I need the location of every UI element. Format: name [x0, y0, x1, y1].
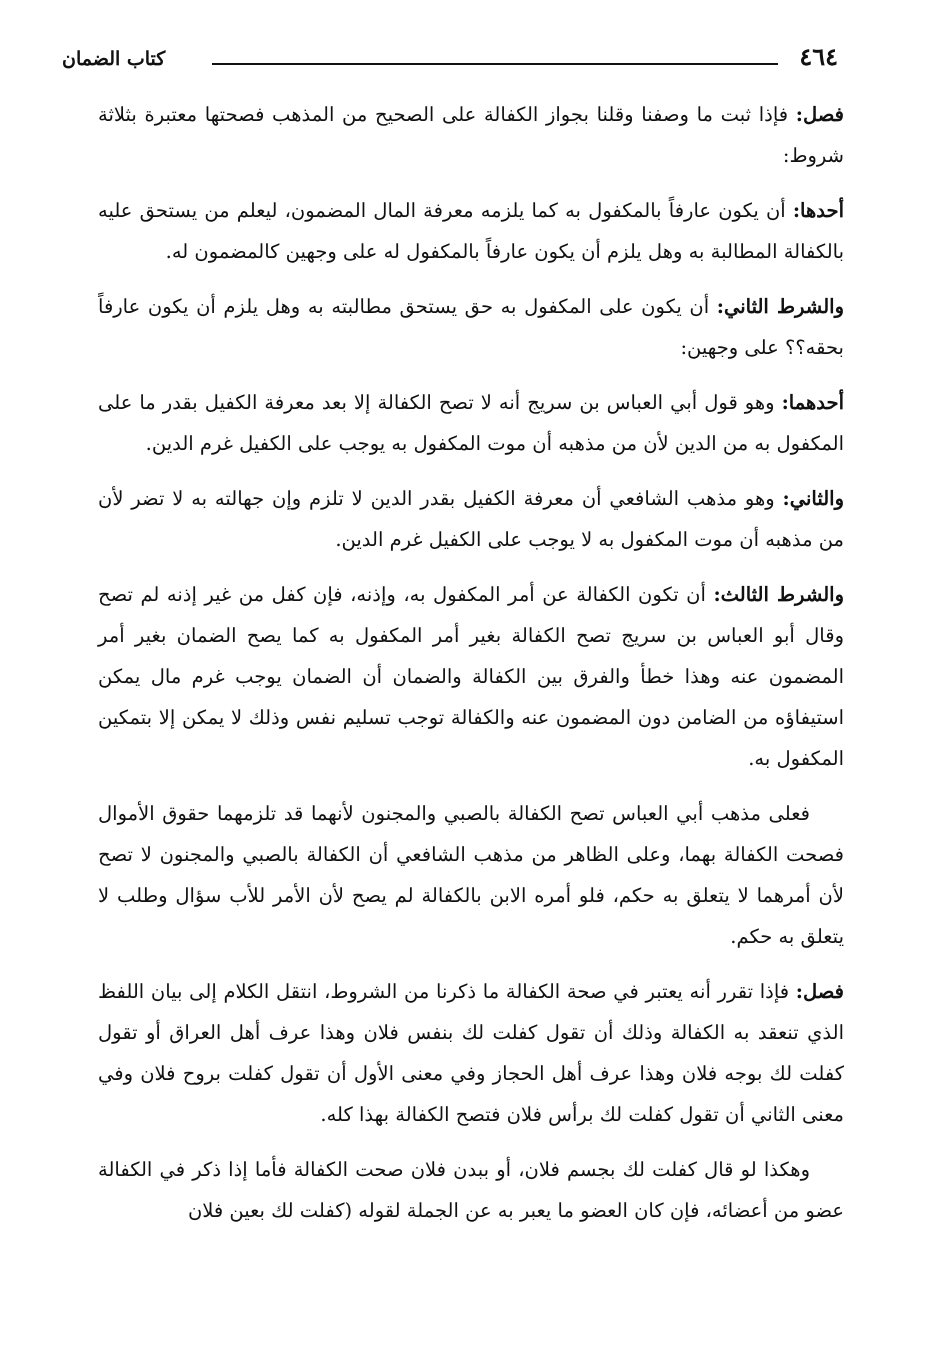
- paragraph: [98, 478, 844, 560]
- header-rule: [212, 63, 778, 65]
- paragraph-text: فإذا ثبت ما وصفنا وقلنا بجواز الكفالة على الصحيح من المذهب فصحتها معتبرة بثلاثة شروط:: [98, 103, 844, 167]
- paragraph: [98, 190, 844, 272]
- paragraph: [98, 382, 844, 464]
- paragraph-text: وهو قول أبي العباس بن سريج أنه لا تصح الكفالة إلا بعد معرفة الكفيل بقدر ما على المكفول به من الدين لأن من مذهبه أن موت المكفول به يوجب على الكفيل غرم الدين.: [98, 391, 844, 455]
- paragraph-lead: والشرط الثاني:: [716, 295, 844, 318]
- paragraph: [98, 94, 844, 176]
- page-header: [62, 40, 838, 80]
- paragraph-text: فإذا تقرر أنه يعتبر في صحة الكفالة ما ذكرنا من الشروط، انتقل الكلام إلى بيان اللفظ الذي تنعقد به الكفالة وذلك أن تقول كفلت لك بنفس فلان وهذا عرف أهل العراق أو تقول كفلت لك بوجه فلان وهذا عرف أهل الحجاز وفي معنى الأول أن تقول كفلت بروح فلان وفي معنى الثاني أن تقول كفلت لك برأس فلان فتصح الكفالة بهذا كله.: [98, 980, 844, 1126]
- paragraph-text: وهو مذهب الشافعي أن معرفة الكفيل بقدر الدين لا تلزم وإن جهالته به لا تضر لأن من مذهبه أن موت المكفول به لا يوجب على الكفيل غرم الدين.: [98, 487, 844, 551]
- paragraph: [98, 286, 844, 368]
- paragraph-text: أن تكون الكفالة عن أمر المكفول به، وإذنه، فإن كفل من غير إذنه لم تصح وقال أبو العباس بن سريج تصح الكفالة بغير أمر المكفول به كما يصح الضمان بغير أمر المضمون عنه وهذا خطأ والفرق بين الكفالة والضمان أن الضمان يوجب غرم مال يمكن استيفاؤه من الضامن دون المضمون عنه والكفالة توجب تسليم نفس وذلك لا يمكن إلا بتمكين المكفول به.: [98, 583, 844, 770]
- running-title: كتاب الضمان: [62, 48, 166, 70]
- paragraph-lead: أحدهما:: [781, 391, 844, 414]
- paragraph-text: فعلى مذهب أبي العباس تصح الكفالة بالصبي والمجنون لأنهما قد تلزمهما حقوق الأموال فصحت الكفالة بهما، وعلى الظاهر من مذهب الشافعي أن الكفالة بالصبي والمجنون لا تصح لأن أمرهما لا يتعلق به حكم، فلو أمره الابن بالكفالة لم يصح لأن الأمر للأب سؤال وطلب لا يتعلق به حكم.: [98, 802, 844, 948]
- paragraph-lead: والثاني:: [782, 487, 844, 510]
- paragraph: [98, 971, 844, 1135]
- paragraph: [98, 1149, 844, 1231]
- paragraph-text: أن يكون عارفاً بالمكفول به كما يلزمه معرفة المال المضمون، ليعلم من يستحق عليه بالكفالة المطالبة به وهل يلزم أن يكون عارفاً بالمكفول له على وجهين كالمضمون له.: [98, 199, 844, 263]
- paragraph: [98, 574, 844, 779]
- paragraph-text: وهكذا لو قال كفلت لك بجسم فلان، أو ببدن فلان صحت الكفالة فأما إذا ذكر في الكفالة عضو من أعضائه، فإن كان العضو ما يعبر به عن الجملة لقوله (كفلت لك بعين فلان: [98, 1158, 844, 1222]
- paragraph: [98, 793, 844, 957]
- paragraph-lead: أحدها:: [792, 199, 844, 222]
- paragraph-lead: فصل:: [795, 980, 844, 1003]
- paragraph-lead: فصل:: [795, 103, 844, 126]
- page-body: [98, 94, 844, 1245]
- paragraph-text: أن يكون على المكفول به حق يستحق مطالبته به وهل يلزم أن يكون عارفاً بحقه؟؟ على وجهين:: [98, 295, 844, 359]
- page-number: ٤٦٤: [799, 42, 838, 71]
- paragraph-lead: والشرط الثالث:: [713, 583, 844, 606]
